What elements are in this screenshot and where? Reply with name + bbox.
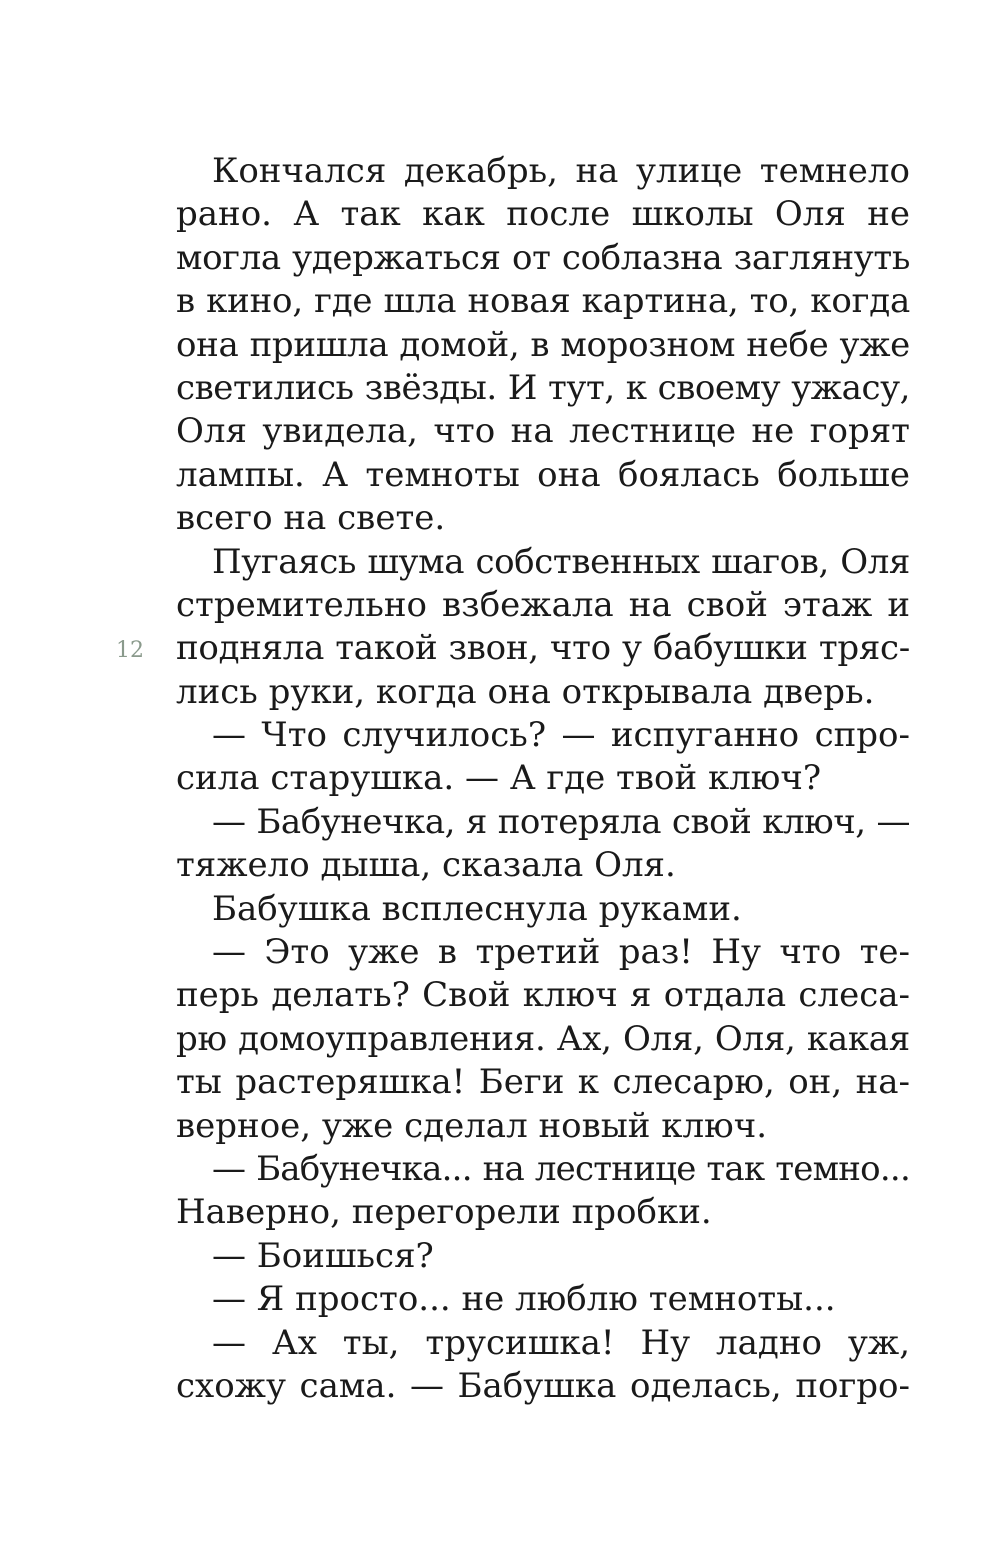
text-line: верное, уже сделал новый ключ. [176, 1105, 768, 1146]
text-line: Бабушка всплеснула руками. [212, 888, 742, 929]
text-line: лампы. А темноты она боялась больше [176, 454, 910, 495]
text-line: — Бабунечка... на лестнице так темно... [212, 1148, 910, 1189]
text-line: всего на свете. [176, 498, 446, 539]
text-line: Оля увидела, что на лестнице не горят [176, 411, 910, 452]
text-line: — Боишься? [212, 1235, 434, 1276]
text-line: Кончался декабрь, на улице темнело [212, 151, 910, 191]
body-text [176, 150, 910, 1408]
text-line: перь делать? Свой ключ я отдала слеса- [176, 975, 910, 1016]
text-line: ты растеряшка! Беги к слесарю, он, на- [176, 1062, 910, 1103]
text-line: она пришла домой, в морозном небе уже [176, 324, 910, 365]
text-line: Наверно, перегорели пробки. [176, 1192, 712, 1233]
text-line: лись руки, когда она открывала дверь. [176, 671, 875, 712]
text-line: — Бабунечка, я потеряла свой ключ, — [212, 801, 910, 842]
text-line: — Это уже в третий раз! Ну что те- [212, 932, 910, 973]
text-line: Пугаясь шума собственных шагов, Оля [212, 541, 910, 582]
text-line: рю домоуправления. Ах, Оля, Оля, какая [176, 1018, 910, 1059]
text-line: светились звёзды. И тут, к своему ужасу, [176, 367, 910, 408]
text-line: тяжело дыша, сказала Оля. [176, 845, 676, 886]
text-line: подняла такой звон, что у бабушки тряс- [176, 628, 910, 669]
text-line: могла удержаться от соблазна заглянуть [176, 237, 910, 278]
text-line: — Я просто... не люблю темноты... [212, 1279, 836, 1320]
page-number: 12 [116, 638, 144, 663]
text-line: стремительно взбежала на свой этаж и [176, 584, 910, 625]
text-line: — Что случилось? — испуганно спро- [212, 715, 910, 756]
text-line: — Ах ты, трусишка! Ну ладно уж, [212, 1322, 910, 1363]
text-line: сила старушка. — А где твой ключ? [176, 758, 822, 799]
text-line: схожу сама. — Бабушка оделась, погро- [176, 1365, 910, 1406]
text-line: в кино, где шла новая картина, то, когда [176, 281, 910, 322]
text-line: рано. А так как после школы Оля не [176, 194, 910, 235]
